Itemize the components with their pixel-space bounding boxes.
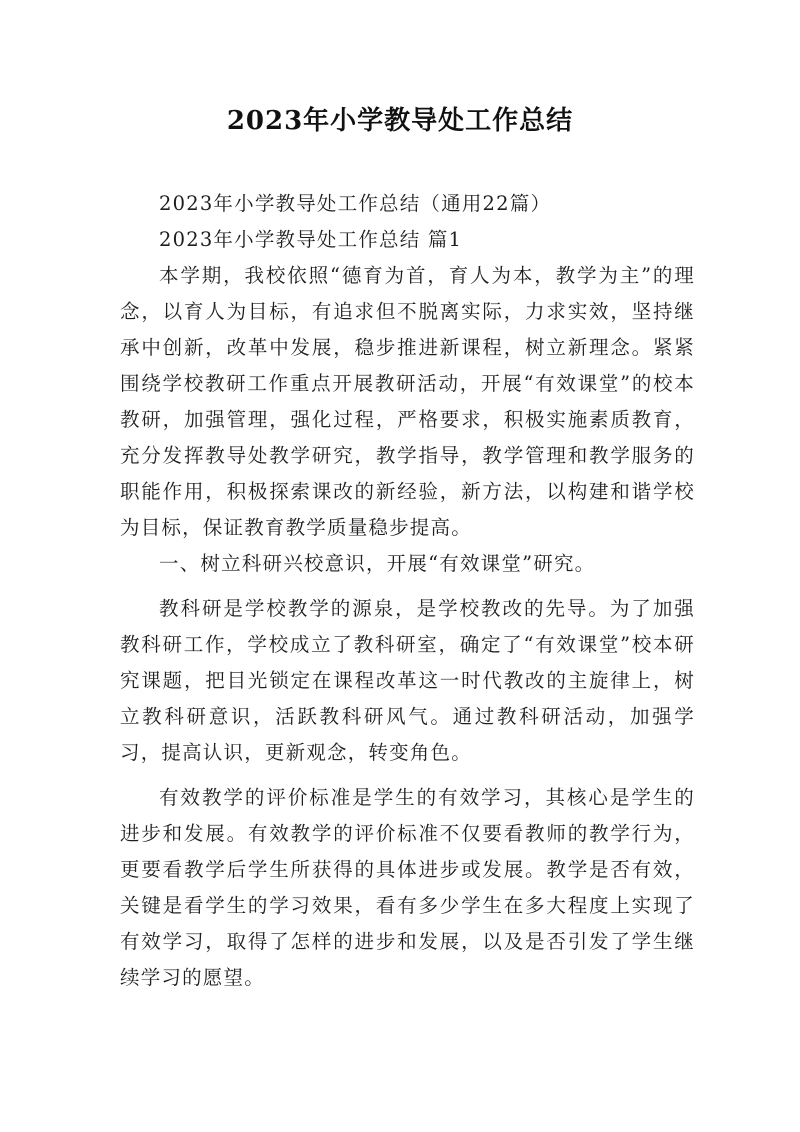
section-heading: 2023年小学教导处工作总结 篇1 [159,228,463,251]
paragraph-research: 教科研是学校教学的源泉，是学校教改的先导。为了加强教科研工作，学校成立了教科研室，确定了“有效课堂”校本研究课题，把目光锁定在课程改革这一时代教改的主旋律上，树立教科研意识，活跃教科研风气。通过教科研活动，加强学习，提高认识，更新观念，转变角色。 [120,597,695,764]
document-subtitle: 2023年小学教导处工作总结（通用22篇） [159,192,552,215]
paragraph-evaluation: 有效教学的评价标准是学生的有效学习，其核心是学生的进步和发展。有效教学的评价标准不仅要看教师的教学行为，更要看教学后学生所获得的具体进步或发展。教学是否有效，关键是看学生的学习效果，看有多少学生在多大程度上实现了有效学习，取得了怎样的进步和发展，以及是否引发了学生继续学习的愿望。 [120,786,695,989]
paragraph-intro: 本学期，我校依照“德育为首，育人为本，教学为主”的理念，以育人为目标，有追求但不脱离实际，力求实效，坚持继承中创新，改革中发展，稳步推进新课程，树立新理念。紧紧围绕学校教研工作重点开展教研活动，开展“有效课堂”的校本教研，加强管理，强化过程，严格要求，积极实施素质教育，充分发挥教导处教学研究，教学指导，教学管理和教学服务的职能作用，积极探索课改的新经验，新方法，以构建和谐学校为目标，保证教育教学质量稳步提高。 [120,264,695,539]
document-body [120,186,695,996]
subsection-heading: 一、树立科研兴校意识，开展“有效课堂”研究。 [159,552,596,575]
page-title: 2023年小学教导处工作总结 [226,106,574,136]
